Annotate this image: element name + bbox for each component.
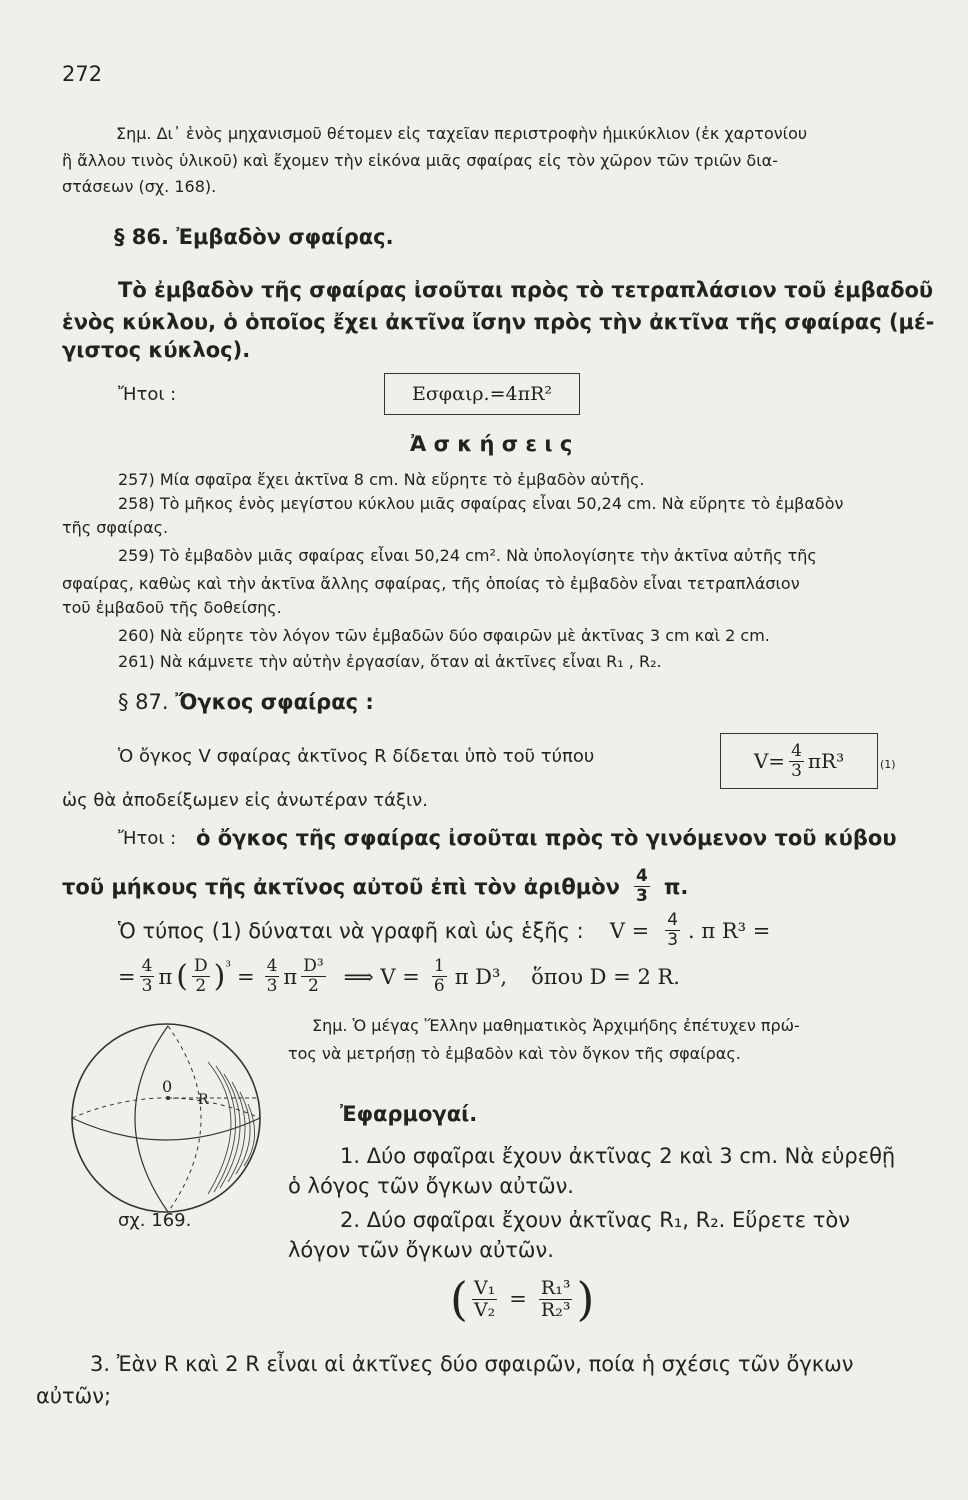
formula-v: V= <box>753 749 786 773</box>
denominator: 2 <box>308 976 319 996</box>
paren-open: ( <box>176 959 188 994</box>
denominator: V₂ <box>473 1298 496 1321</box>
center-point <box>166 1096 170 1100</box>
exercise-item: τῆς σφαίρας. <box>62 518 169 537</box>
exercises-heading: Ἀ σ κ ή σ ε ι ς <box>410 432 573 456</box>
fraction-4-3 <box>665 912 680 949</box>
note-line: ἢ ἄλλου τινὸς ὑλικοῦ) καὶ ἔχομεν τὴν εἰκόνα μιᾶς σφαίρας εἰς τὸν χῶρον τῶν τριῶν δια- <box>62 151 778 170</box>
formula-rhs: =4πR² <box>489 383 553 405</box>
numerator: 4 <box>667 910 679 930</box>
denominator: 3 <box>141 976 153 996</box>
eq: = <box>118 964 136 989</box>
fraction-1-6 <box>432 958 447 995</box>
fraction-4-3 <box>634 868 650 905</box>
note-line: στάσεων (σχ. 168). <box>62 177 217 196</box>
section-87-heading <box>118 690 374 714</box>
fraction-v1-v2 <box>472 1276 497 1321</box>
section-number: § 87. <box>118 690 169 714</box>
fraction-r1-r2 <box>539 1276 573 1321</box>
numerator: V₁ <box>473 1276 496 1299</box>
numerator: 4 <box>635 866 648 886</box>
bold-text-end: π. <box>663 874 689 899</box>
numerator: 1 <box>433 956 445 976</box>
implies-arrow: ⟹ V = <box>343 964 420 989</box>
pi: π <box>283 964 298 989</box>
numerator: 4 <box>266 956 278 976</box>
applications-heading: Ἐφαρμογαί. <box>340 1102 478 1126</box>
volume-line3 <box>118 912 770 949</box>
formula-lhs: Eσφαιρ. <box>411 383 490 405</box>
volume-bold-line2 <box>62 868 688 905</box>
volume-line2: ὡς θὰ ἀποδείξωμεν εἰς ἀνωτέραν τάξιν. <box>62 790 428 811</box>
volume-formula-box <box>720 733 878 789</box>
numerator: 4 <box>141 956 153 976</box>
application-3-line2: αὐτῶν; <box>36 1384 112 1408</box>
formula-pi-r3: πR³ <box>807 749 845 773</box>
application-3-line1: 3. Ἐὰν R καὶ 2 R εἶναι αἱ ἀκτῖνες δύο σφαιρῶν, ποία ἡ σχέσις τῶν ὄγκων <box>90 1352 854 1376</box>
fraction-4-3 <box>140 958 155 995</box>
numerator: R₁³ <box>540 1276 571 1299</box>
htoi-label: Ἤτοι : <box>118 384 177 405</box>
application-1-line1: 1. Δύο σφαῖραι ἔχουν ἀκτῖνας 2 καὶ 3 cm. Νὰ εὑρεθῇ <box>340 1144 896 1168</box>
bold-text: τοῦ μήκους τῆς ἀκτῖνος αὐτοῦ ἐπὶ τὸν ἀριθμὸν <box>62 874 620 899</box>
volume-bold-line1: ὁ ὄγκος τῆς σφαίρας ἰσοῦται πρὸς τὸ γινόμενον τοῦ κύβου <box>196 826 897 850</box>
sphere-outline <box>72 1024 260 1212</box>
note-line: τος νὰ μετρήσῃ τὸ ἐμβαδὸν καὶ τὸν ὄγκον τῆς σφαίρας. <box>288 1044 741 1063</box>
paren-close: ) <box>576 1272 595 1326</box>
exercise-item: σφαίρας, καθὼς καὶ τὴν ἀκτῖνα ἄλλης σφαίρας, τῆς ὁποίας τὸ ἐμβαδὸν εἶναι τετραπλάσιον <box>62 574 800 593</box>
volume-intro: Ὁ ὄγκος V σφαίρας ἀκτῖνος R δίδεται ὑπὸ τοῦ τύπου <box>118 746 595 767</box>
application-2-line1: 2. Δύο σφαῖραι ἔχουν ἀκτῖνας R₁, R₂. Εὕρετε τὸν <box>340 1208 850 1232</box>
denominator: 2 <box>195 976 207 996</box>
paren-open: ( <box>450 1272 468 1326</box>
sphere-figure <box>58 1022 276 1220</box>
volume-line4 <box>118 958 680 995</box>
radius-label: R <box>198 1092 209 1108</box>
numerator: 4 <box>791 740 802 761</box>
application-2-line2: λόγον τῶν ὄγκων αὐτῶν. <box>288 1238 554 1262</box>
denominator: 3 <box>791 760 802 781</box>
denominator: 6 <box>433 976 445 996</box>
paren-close: ) <box>213 959 226 994</box>
numerator: D <box>193 956 208 976</box>
theorem-line: ἑνὸς κύκλου, ὁ ὁποῖος ἔχει ἀκτῖνα ἴσην πρὸς τὴν ἀκτῖνα τῆς σφαίρας (μέ- <box>62 310 935 334</box>
section-86-heading: § 86. Ἐμβαδὸν σφαίρας. <box>114 225 394 249</box>
eq: = <box>236 964 255 989</box>
note-line: Σημ. Ὁ μέγας Ἕλλην μαθηματικὸς Ἀρχιμήδης ἐπέτυχεν πρώ- <box>312 1016 800 1035</box>
theorem-line: Τὸ ἐμβαδὸν τῆς σφαίρας ἰσοῦται πρὸς τὸ τετραπλάσιον τοῦ ἐμβαδοῦ <box>118 278 934 302</box>
pi-d3: π D³, <box>454 964 508 989</box>
fraction-d3-2 <box>301 958 325 995</box>
cube-exponent: ³ <box>225 958 231 975</box>
fraction-4-3 <box>789 740 804 781</box>
denominator: R₂³ <box>540 1298 571 1321</box>
exercise-item: τοῦ ἐμβαδοῦ τῆς δοθείσης. <box>62 598 282 617</box>
formula-label: (1) <box>880 758 896 771</box>
line3-end: . π R³ = <box>688 918 771 943</box>
pi: π <box>158 964 173 989</box>
fraction-4-3 <box>265 958 280 995</box>
center-label: 0 <box>162 1077 173 1096</box>
exercise-item: 257) Μία σφαῖρα ἔχει ἀκτῖνα 8 cm. Νὰ εὕρητε τὸ ἐμβαδὸν αὐτῆς. <box>118 470 645 489</box>
meridian <box>135 1026 168 1212</box>
numerator: D³ <box>303 956 324 976</box>
hopou-text: ὅπου D = 2 R. <box>531 964 680 989</box>
surface-formula-box <box>384 373 580 415</box>
eq: = <box>509 1287 527 1311</box>
shading-lines <box>208 1062 255 1194</box>
fraction-d-2 <box>192 958 210 995</box>
exercise-item: 259) Τὸ ἐμβαδὸν μιᾶς σφαίρας εἶναι 50,24 cm². Νὰ ὑπολογίσητε τὴν ἀκτῖνα αὐτῆς τῆς <box>118 546 817 565</box>
denominator: 3 <box>635 886 648 906</box>
meridian-back <box>168 1026 201 1212</box>
exercise-item: 260) Νὰ εὕρητε τὸν λόγον τῶν ἐμβαδῶν δύο σφαιρῶν μὲ ἀκτῖνας 3 cm καὶ 2 cm. <box>118 626 770 645</box>
denominator: 3 <box>667 930 679 950</box>
note-line: Σημ. Δι᾽ ἑνὸς μηχανισμοῦ θέτομεν εἰς ταχεῖαν περιστροφὴν ἡμικύκλιον (ἐκ χαρτονίου <box>116 124 808 143</box>
equator-back <box>72 1098 260 1118</box>
exercise-item: 258) Τὸ μῆκος ἑνὸς μεγίστου κύκλου μιᾶς σφαίρας εἶναι 50,24 cm. Νὰ εὕρητε τὸ ἐμβαδὸν <box>118 494 844 513</box>
line3-v: V = <box>609 918 650 943</box>
htoi-label-2: Ἤτοι : <box>118 828 177 849</box>
exercise-item: 261) Νὰ κάμνετε τὴν αὐτὴν ἐργασίαν, ὅταν αἱ ἀκτῖνες εἶναι R₁ , R₂. <box>118 652 662 671</box>
ratio-formula <box>450 1272 594 1326</box>
figure-caption: σχ. 169. <box>118 1210 192 1231</box>
theorem-line: γιστος κύκλος). <box>62 338 251 362</box>
application-1-line2: ὁ λόγος τῶν ὄγκων αὐτῶν. <box>288 1174 574 1198</box>
denominator: 3 <box>266 976 278 996</box>
line3-text: Ὁ τύπος (1) δύναται νὰ γραφῆ καὶ ὡς ἑξῆς : <box>118 918 584 943</box>
page-number: 272 <box>62 62 103 86</box>
equator-front <box>72 1118 260 1140</box>
section-title: Ὄγκος σφαίρας : <box>175 690 374 714</box>
